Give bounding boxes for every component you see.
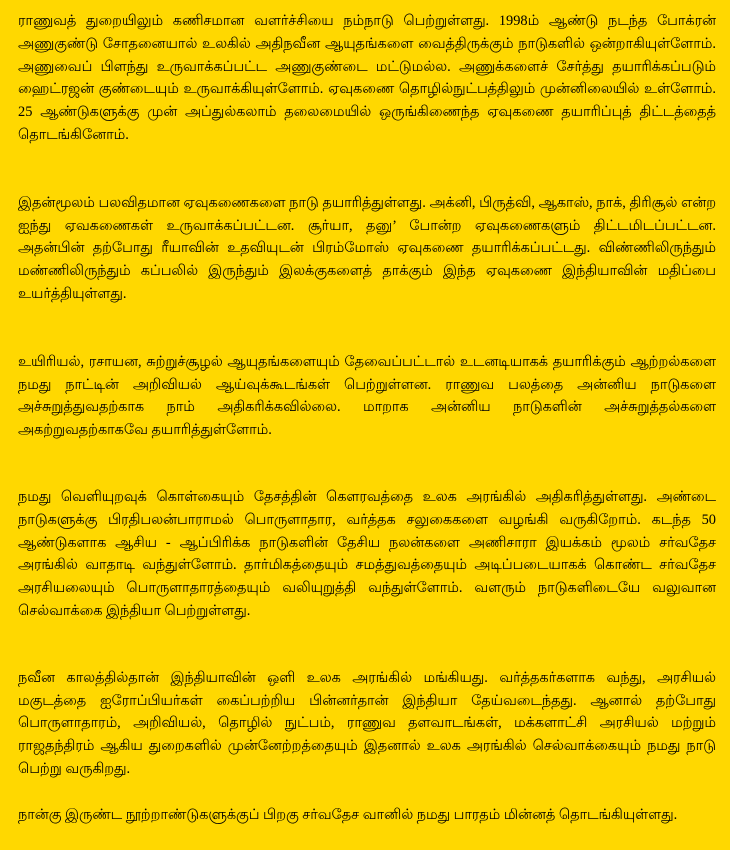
paragraph-2: இதன்மூலம் பலவிதமான ஏவுகணைகளை நாடு தயாரித்துள்ளது. அக்னி, பிருத்வி, ஆகாஸ், நாக், திரிசூல் என்ற ஐந்து ஏவகணைகள் உருவாக்கப்பட்டன. சூர்யா, தனு’ போன்ற ஏவுகணைகளும் திட்டமிடப்பட்டன. அதன்பின் தற்போது ரீயாவின் உதவியுடன் பிரம்மோஸ் ஏவுகணை தயாரிக்கப்பட்டது. விண்ணிலிருந்தும் மண்ணிலிருந்தும் கப்பலில் இருந்தும் இலக்குகளைத் தாக்கும் இந்த ஏவுகணை இந்தியாவின் மதிப்பை உயர்த்தியுள்ளது. — [18, 194, 716, 302]
paragraph-1: ராணுவத் துறையிலும் கணிசமான வளர்ச்சியை நம்நாடு பெற்றுள்ளது. 1998ம் ஆண்டு நடந்த போக்ரன் அணுகுண்டு சோதனையால் உலகில் அதிநவீன ஆயுதங்களை வைத்திருக்கும் நாடுகளில் ஒன்றாகியுள்ளோம். அணுவைப் பிளந்து உருவாக்கப்பட்ட அணுகுண்டை மட்டுமல்ல. அணுக்களைச் சேர்த்து தயாரிக்கப்படும் ஹைட்ரஜன் குண்டையும் உருவாக்கியுள்ளோம். ஏவுகணை தொழில்நுட்பத்திலும் முன்னிலையில் உள்ளோம். 25 ஆண்டுகளுக்கு முன் அப்துல்கலாம் தலைமையில் ஒருங்கிணைந்த ஏவுகணை தயாரிப்புத் திட்டத்தைத் தொடங்கினோம். — [18, 13, 716, 143]
paragraph-6: நான்கு இருண்ட நூற்றாண்டுகளுக்குப் பிறகு சர்வதேச வானில் நமது பாரதம் மின்னத் தொடங்கியுள்ளது. — [18, 806, 678, 823]
paragraph-3: உயிரியல், ரசாயன, சுற்றுச்சூழல் ஆயுதங்களையும் தேவைப்பட்டால் உடனடியாகக் தயாரிக்கும் ஆற்றல்களை நமது நாட்டின் அறிவியல் ஆய்வுக்கூடங்கள் பெற்றுள்ளன. ராணுவ பலத்தை அன்னிய நாடுகளை அச்சுறுத்துவதற்காக நாம் அதிகரிக்கவில்லை. மாறாக அன்னிய நாடுகளின் அச்சுறுத்தல்களை அகற்றுவதற்காகவே தயாரித்துள்ளோம். — [18, 353, 716, 439]
paragraph-5: நவீன காலத்தில்தான் இந்தியாவின் ஒளி உலக அரங்கில் மங்கியது. வர்த்தகர்களாக வந்து, அரசியல் மகுடத்தை ஐரோப்பியர்கள் கைப்பற்றிய பின்னர்தான் இந்தியா தேய்வடைந்தது. ஆனால் தற்போது பொருளாதாரம், அறிவியல், தொழில் நுட்பம், ராணுவ தளவாடங்கள், மக்களாட்சி அரசியல் மற்றும் ராஜதந்திரம் ஆகிய துறைகளில் முன்னேற்றத்தையும் இதனால் உலக அரங்கில் செல்வாக்கையும் நமது நாடு பெற்று வருகிறது. — [18, 669, 716, 777]
paragraph-4: நமது வெளியுறவுக் கொள்கையும் தேசத்தின் கௌரவத்தை உலக அரங்கில் அதிகரித்துள்ளது. அண்டை நாடுகளுக்கு பிரதிபலன்பாராமல் பொருளாதார, வர்த்தக சலுகைகளை வழங்கி வருகிறோம். கடந்த 50 ஆண்டுகளாக ஆசிய - ஆப்பிரிக்க நாடுகளின் தேசிய நலன்களை அணிசாரா இயக்கம் மூலம் சர்வதேச அரங்கில் வாதாடி வந்துள்ளோம். தார்மிகத்தையும் சமத்துவத்தையும் அடிப்படையாகக் கொண்ட சர்வதேச அரசியலையும் பொருளாதாரத்தையும் வலியுறுத்தி வந்துள்ளோம். வளரும் நாடுகளிடையே வலுவான செல்வாக்கை இந்தியா பெற்றுள்ளது. — [18, 488, 716, 619]
